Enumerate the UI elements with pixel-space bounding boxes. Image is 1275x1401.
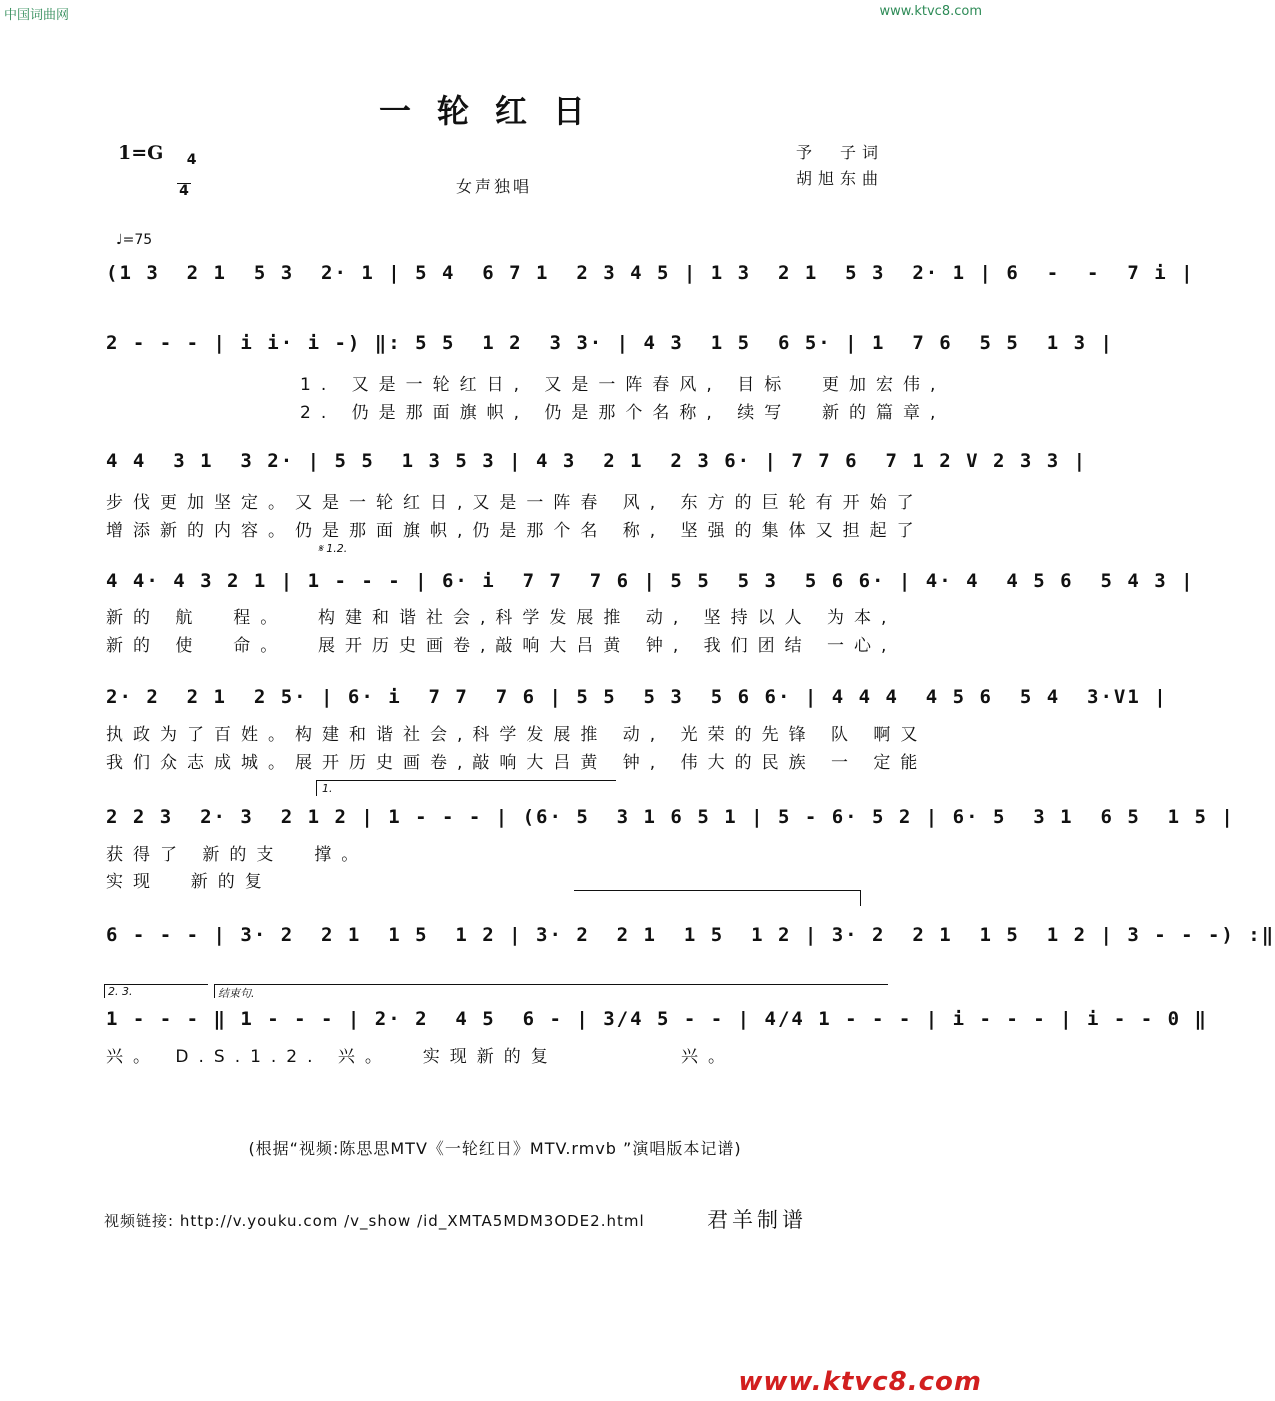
notation-row-6: 2 2 3 2· 3 2 1 2 | 1 - - - | (6· 5 3 1 6 5 1 | 5 - 6· 5 2 | 6· 5 3 1 6 5 1 5 |: [106, 806, 1235, 828]
volta-bracket-2-3-edge: [104, 984, 105, 998]
lyric-row-4-verse-2: 新的 使 命。 展开历史画卷,敲响大吕黄 钟, 我们团结 一心,: [106, 636, 897, 656]
notation-row-1: (1 3 2 1 5 3 2· 1 | 5 4 6 7 1 2 3 4 5 | 1 3 2 1 5 3 2· 1 | 6 - - 7 i |: [106, 262, 1195, 284]
repeat-bracket-line: [574, 890, 860, 891]
composer-credit: 胡旭东曲: [795, 169, 884, 188]
voice-type: 女声独唱: [456, 177, 533, 196]
site-name-left: 中国词曲网: [4, 8, 70, 23]
song-title: 一轮红日: [378, 92, 611, 130]
lyric-row-6-verse-2: 实现 新的复: [106, 872, 272, 892]
coda-mark: 结束句.: [218, 987, 255, 1000]
tempo-marking: ♩=75: [116, 232, 153, 248]
notation-row-4: 4 4· 4 3 2 1 | 1 - - - | 6· i 7 7 7 6 | 5 5 5 3 5 6 6· | 4· 4 4 5 6 5 4 3 |: [106, 570, 1195, 592]
lyric-row-4-verse-1: 新的 航 程。 构建和谐社会,科学发展推 动, 坚持以人 为本,: [106, 608, 897, 628]
source-note: (根据“视频:陈思思MTV《一轮红日》MTV.rmvb ”演唱版本记谱): [248, 1139, 742, 1158]
lyric-row-8: 兴。 D.S.1.2. 兴。 实现新的复 兴。: [106, 1047, 735, 1067]
coda-bracket-edge: [214, 984, 215, 998]
notation-row-5: 2· 2 2 1 2 5· | 6· i 7 7 7 6 | 5 5 5 3 5 6 6· | 4 4 4 4 5 6 5 4 3·V1 |: [106, 686, 1168, 708]
lyric-row-6-verse-1: 获得了 新的支 撑。: [106, 845, 369, 865]
lyric-row-5-verse-2: 我们众志成城。展开历史画卷,敲响大吕黄 钟, 伟大的民族 一 定能: [106, 753, 928, 773]
time-signature: [177, 138, 197, 214]
coda-bracket: [214, 984, 888, 985]
first-ending-mark: 1.: [322, 782, 333, 795]
key-signature: 1=G: [118, 142, 164, 164]
lyric-row-3-verse-2: 增添新的内容。仍是那面旗帜,仍是那个名 称, 坚强的集体又担起了: [106, 521, 924, 541]
notation-row-8: 1 - - - ‖ 1 - - - | 2· 2 4 5 6 - | 3/4 5 - - | 4/4 1 - - - | i - - - | i - - 0 ‖: [106, 1008, 1208, 1030]
lyric-row-3-verse-1: 步伐更加坚定。又是一轮红日,又是一阵春 风, 东方的巨轮有开始了: [106, 493, 924, 513]
notation-row-7: 6 - - - | 3· 2 2 1 1 5 1 2 | 3· 2 2 1 1 5 1 2 | 3· 2 2 1 1 5 1 2 | 3 - - -) :‖: [106, 924, 1275, 946]
video-link[interactable]: 视频链接: http://v.youku.com /v_show /id_XMTA5MDM3ODE2.html: [104, 1212, 645, 1230]
repeat-bracket-edge: [860, 890, 861, 906]
meter-bottom: 4: [177, 183, 191, 199]
notation-row-3: 4 4 3 1 3 2· | 5 5 1 3 5 3 | 4 3 2 1 2 3 6· | 7 7 6 7 1 2 V 2 3 3 |: [106, 450, 1088, 472]
lyric-row-2-verse-2: 2. 仍是那面旗帜, 仍是那个名称, 续写 新的篇章,: [300, 403, 946, 423]
lyric-row-2-verse-1: 1. 又是一轮红日, 又是一阵春风, 目标 更加宏伟,: [300, 375, 946, 395]
lyricist-credit: 予 子词: [795, 143, 884, 162]
ending-2-3-mark: 2. 3.: [108, 985, 133, 998]
lyric-row-5-verse-1: 执政为了百姓。构建和谐社会,科学发展推 动, 光荣的先锋 队 啊又: [106, 725, 928, 745]
site-watermark: www.ktvc8.com: [738, 1367, 982, 1397]
segno-mark: 𝄋 1.2.: [318, 542, 348, 555]
site-url-right: www.ktvc8.com: [879, 4, 982, 19]
transcriber-signature: 君羊制谱: [707, 1208, 807, 1232]
meter-top: 4: [186, 152, 197, 168]
volta-bracket-1-edge: [316, 780, 317, 796]
notation-row-2: 2 - - - | i i· i -) ‖: 5 5 1 2 3 3· | 4 3 1 5 6 5· | 1 7 6 5 5 1 3 |: [106, 332, 1114, 354]
volta-bracket-1: [316, 780, 616, 781]
